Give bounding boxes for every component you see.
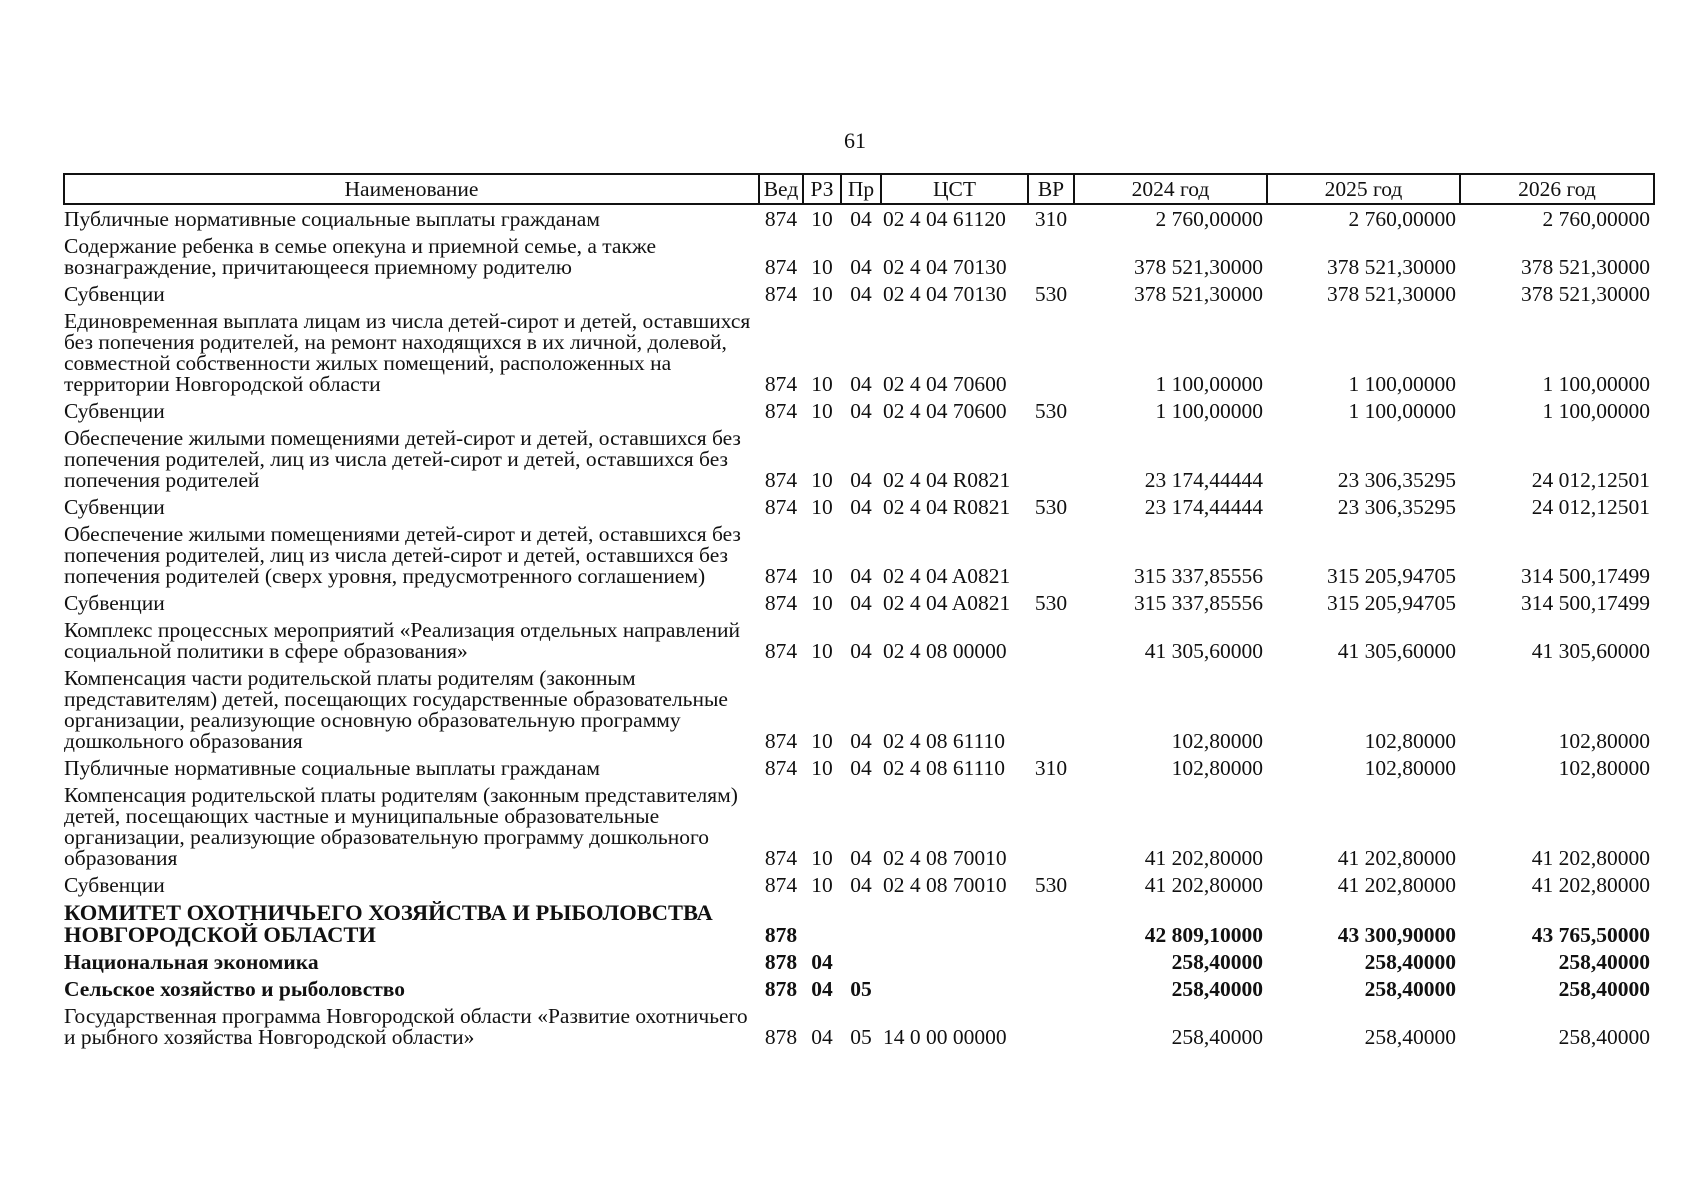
table-row [64,898,1654,948]
cell-2024: 102,80000 [1171,729,1263,753]
cell-2025: 102,80000 [1364,756,1456,780]
cell-2024: 41 202,80000 [1144,873,1263,897]
cell-rz: 10 [811,282,833,306]
cell-pr: 04 [850,591,872,615]
cell-pr: 04 [850,729,872,753]
table-row [64,975,1654,1002]
cell-vr: 530 [1034,495,1068,519]
cell-pr: 04 [850,756,872,780]
cell-name: Обеспечение жилыми помещениями детей-сирот и детей, оставшихся без попечения родителей, лиц из числа детей-сирот и детей, оставшихся без попечения родителей [64,426,741,492]
cell-ved: 874 [764,468,798,492]
cell-2025: 258,40000 [1364,1025,1456,1049]
cell-2025: 315 205,94705 [1327,564,1456,588]
cell-ved: 874 [764,207,798,231]
cell-2025: 2 760,00000 [1348,207,1456,231]
cell-pr: 04 [850,564,872,588]
cell-cst: 02 4 08 70010 [883,873,1007,897]
cell-2025: 1 100,00000 [1348,399,1456,423]
cell-2024: 315 337,85556 [1134,564,1263,588]
table-row [64,589,1654,616]
cell-vr: 530 [1034,282,1068,306]
header-pr: Пр [841,174,881,204]
cell-ved: 874 [764,846,798,870]
cell-name: Комплекс процессных мероприятий «Реализация отдельных направлений социальной политики в сфере образования» [64,618,741,663]
cell-rz: 10 [811,372,833,396]
cell-name: Национальная экономика [64,950,319,974]
cell-cst: 14 0 00 00000 [883,1025,1007,1049]
cell-cst [881,948,1028,975]
cell-pr: 04 [850,372,872,396]
cell-2025: 315 205,94705 [1327,591,1456,615]
table-header [64,174,1654,204]
cell-ved: 878 [764,923,798,947]
cell-ved: 874 [764,639,798,663]
cell-rz: 10 [811,399,833,423]
cell-name: Субвенции [64,282,165,306]
cell-rz: 10 [811,846,833,870]
header-2025: 2025 год [1267,174,1460,204]
cell-cst: 02 4 04 70130 [883,255,1007,279]
cell-2024: 378 521,30000 [1134,255,1263,279]
cell-2025: 102,80000 [1364,729,1456,753]
cell-name: Субвенции [64,873,165,897]
table-body [64,204,1654,1050]
cell-2026: 258,40000 [1558,950,1650,974]
cell-ved: 874 [764,495,798,519]
table-row [64,232,1654,280]
header-ved: Вед [759,174,803,204]
cell-rz: 10 [811,207,833,231]
cell-name: КОМИТЕТ ОХОТНИЧЬЕГО ХОЗЯЙСТВА И РЫБОЛОВСТВА НОВГОРОДСКОЙ ОБЛАСТИ [64,900,713,947]
cell-name: Субвенции [64,591,165,615]
cell-2026: 1 100,00000 [1542,372,1650,396]
cell-ved: 874 [764,873,798,897]
cell-2025: 258,40000 [1364,977,1456,1001]
cell-rz: 10 [811,495,833,519]
cell-rz [803,898,841,948]
cell-2024: 2 760,00000 [1155,207,1263,231]
cell-ved: 874 [764,591,798,615]
table-row [64,754,1654,781]
cell-2024: 41 305,60000 [1144,639,1263,663]
cell-2026: 2 760,00000 [1542,207,1650,231]
cell-vr [1028,781,1074,871]
cell-cst: 02 4 04 A0821 [883,591,1011,615]
cell-2025: 41 202,80000 [1337,873,1456,897]
cell-name: Компенсация части родительской платы родителям (законным представителям) детей, посещающих государственные образовательные организации, реализующие основную образовательную программу дошкольного образования [64,666,728,753]
cell-2025: 23 306,35295 [1337,495,1456,519]
cell-cst: 02 4 04 R0821 [883,495,1011,519]
cell-rz: 04 [811,950,833,974]
table-row [64,781,1654,871]
cell-name: Субвенции [64,495,165,519]
cell-vr [1028,948,1074,975]
table-row [64,616,1654,664]
cell-ved: 874 [764,372,798,396]
cell-2026: 41 202,80000 [1531,846,1650,870]
cell-pr: 04 [850,207,872,231]
cell-2025: 1 100,00000 [1348,372,1456,396]
cell-cst: 02 4 04 70130 [883,282,1007,306]
cell-rz: 10 [811,255,833,279]
cell-rz: 10 [811,873,833,897]
cell-vr [1028,307,1074,397]
header-2024: 2024 год [1074,174,1267,204]
cell-vr: 530 [1034,591,1068,615]
cell-vr: 530 [1034,399,1068,423]
table-row [64,520,1654,589]
cell-name: Субвенции [64,399,165,423]
table-row [64,948,1654,975]
table-row [64,424,1654,493]
cell-pr: 04 [850,873,872,897]
cell-rz: 10 [811,591,833,615]
cell-cst: 02 4 08 70010 [883,846,1007,870]
cell-2026: 378 521,30000 [1521,282,1650,306]
cell-pr: 04 [850,639,872,663]
cell-2026: 314 500,17499 [1521,564,1650,588]
cell-cst [881,975,1028,1002]
cell-2026: 102,80000 [1558,756,1650,780]
cell-2025: 23 306,35295 [1337,468,1456,492]
cell-2025: 378 521,30000 [1327,255,1456,279]
cell-name: Публичные нормативные социальные выплаты гражданам [64,756,600,780]
cell-pr [841,948,881,975]
cell-2024: 315 337,85556 [1134,591,1263,615]
cell-rz: 10 [811,639,833,663]
cell-vr [1028,424,1074,493]
cell-ved: 878 [764,977,798,1001]
cell-vr [1028,1002,1074,1050]
cell-2026: 41 305,60000 [1531,639,1650,663]
cell-pr: 04 [850,468,872,492]
cell-2024: 258,40000 [1171,950,1263,974]
cell-name: Компенсация родительской платы родителям (законным представителям) детей, посещающих частные и муниципальные образовательные организации, реализующие образовательную программу дошкольного образования [64,783,738,870]
cell-2025: 378 521,30000 [1327,282,1456,306]
cell-2024: 42 809,10000 [1144,923,1263,947]
table-row [64,204,1654,232]
header-2026: 2026 год [1460,174,1654,204]
cell-2026: 24 012,12501 [1531,495,1650,519]
cell-name: Единовременная выплата лицам из числа детей-сирот и детей, оставшихся без попечения родителей, на ремонт находящихся в их личной, долевой, совместной собственности жилых помещений, расположенных на территории Новгородской области [64,309,751,396]
header-cst: ЦСТ [881,174,1028,204]
cell-2024: 1 100,00000 [1155,399,1263,423]
cell-pr: 05 [850,1025,872,1049]
cell-rz: 10 [811,756,833,780]
cell-2025: 43 300,90000 [1337,923,1456,947]
cell-rz: 04 [811,977,833,1001]
cell-name: Государственная программа Новгородской области «Развитие охотничьего и рыбного хозяйства Новгородской области» [64,1004,748,1049]
cell-2026: 43 765,50000 [1531,923,1650,947]
cell-ved: 878 [764,1025,798,1049]
cell-ved: 874 [764,399,798,423]
cell-rz: 10 [811,564,833,588]
table-row [64,493,1654,520]
page-number: 61 [844,128,866,153]
cell-vr [1028,520,1074,589]
cell-cst [881,898,1028,948]
cell-cst: 02 4 08 61110 [883,729,1006,753]
cell-2025: 41 202,80000 [1337,846,1456,870]
cell-name: Публичные нормативные социальные выплаты гражданам [64,207,600,231]
cell-2024: 23 174,44444 [1144,495,1263,519]
table-row [64,307,1654,397]
cell-ved: 874 [764,756,798,780]
header-row [64,174,1654,204]
cell-pr: 04 [850,399,872,423]
cell-cst: 02 4 04 R0821 [883,468,1011,492]
cell-2024: 258,40000 [1171,1025,1263,1049]
cell-2024: 1 100,00000 [1155,372,1263,396]
cell-2025: 41 305,60000 [1337,639,1456,663]
cell-2026: 24 012,12501 [1531,468,1650,492]
cell-2024: 258,40000 [1171,977,1263,1001]
cell-2026: 314 500,17499 [1521,591,1650,615]
cell-rz: 10 [811,729,833,753]
cell-2026: 41 202,80000 [1531,873,1650,897]
cell-ved: 874 [764,564,798,588]
table-row [64,871,1654,898]
cell-2026: 378 521,30000 [1521,255,1650,279]
cell-pr: 04 [850,282,872,306]
cell-name: Сельское хозяйство и рыболовство [64,977,406,1001]
table-row [64,280,1654,307]
cell-cst: 02 4 08 61110 [883,756,1006,780]
cell-name: Обеспечение жилыми помещениями детей-сирот и детей, оставшихся без попечения родителей, лиц из числа детей-сирот и детей, оставшихся без попечения родителей (сверх уровня, предусмотренного соглашением) [64,522,741,588]
cell-2026: 258,40000 [1558,1025,1650,1049]
cell-2026: 258,40000 [1558,977,1650,1001]
cell-2024: 41 202,80000 [1144,846,1263,870]
cell-2026: 1 100,00000 [1542,399,1650,423]
header-vr: ВР [1028,174,1074,204]
header-name: Наименование [64,174,759,204]
cell-pr [841,898,881,948]
cell-vr [1028,616,1074,664]
cell-pr: 04 [850,495,872,519]
cell-ved: 878 [764,950,798,974]
table-row [64,1002,1654,1050]
cell-rz: 10 [811,468,833,492]
cell-vr: 530 [1034,873,1068,897]
cell-rz: 04 [811,1025,833,1049]
cell-vr [1028,232,1074,280]
cell-vr [1028,898,1074,948]
cell-2024: 23 174,44444 [1144,468,1263,492]
cell-vr [1028,664,1074,754]
cell-2025: 258,40000 [1364,950,1456,974]
cell-name: Содержание ребенка в семье опекуна и приемной семье, а также вознаграждение, причитающееся приемному родителю [64,234,657,279]
header-rz: РЗ [803,174,841,204]
cell-cst: 02 4 04 70600 [883,399,1007,423]
table-row [64,664,1654,754]
cell-pr: 04 [850,255,872,279]
cell-cst: 02 4 04 A0821 [883,564,1011,588]
cell-2026: 102,80000 [1558,729,1650,753]
cell-2024: 102,80000 [1171,756,1263,780]
cell-vr [1028,975,1074,1002]
cell-ved: 874 [764,282,798,306]
cell-cst: 02 4 04 61120 [883,207,1006,231]
cell-cst: 02 4 04 70600 [883,372,1007,396]
cell-pr: 04 [850,846,872,870]
table-row [64,397,1654,424]
cell-cst: 02 4 08 00000 [883,639,1007,663]
cell-2024: 378 521,30000 [1134,282,1263,306]
cell-ved: 874 [764,729,798,753]
budget-table [63,173,1655,1050]
cell-vr: 310 [1034,207,1068,231]
cell-vr: 310 [1034,756,1068,780]
cell-pr: 05 [850,977,872,1001]
cell-ved: 874 [764,255,798,279]
